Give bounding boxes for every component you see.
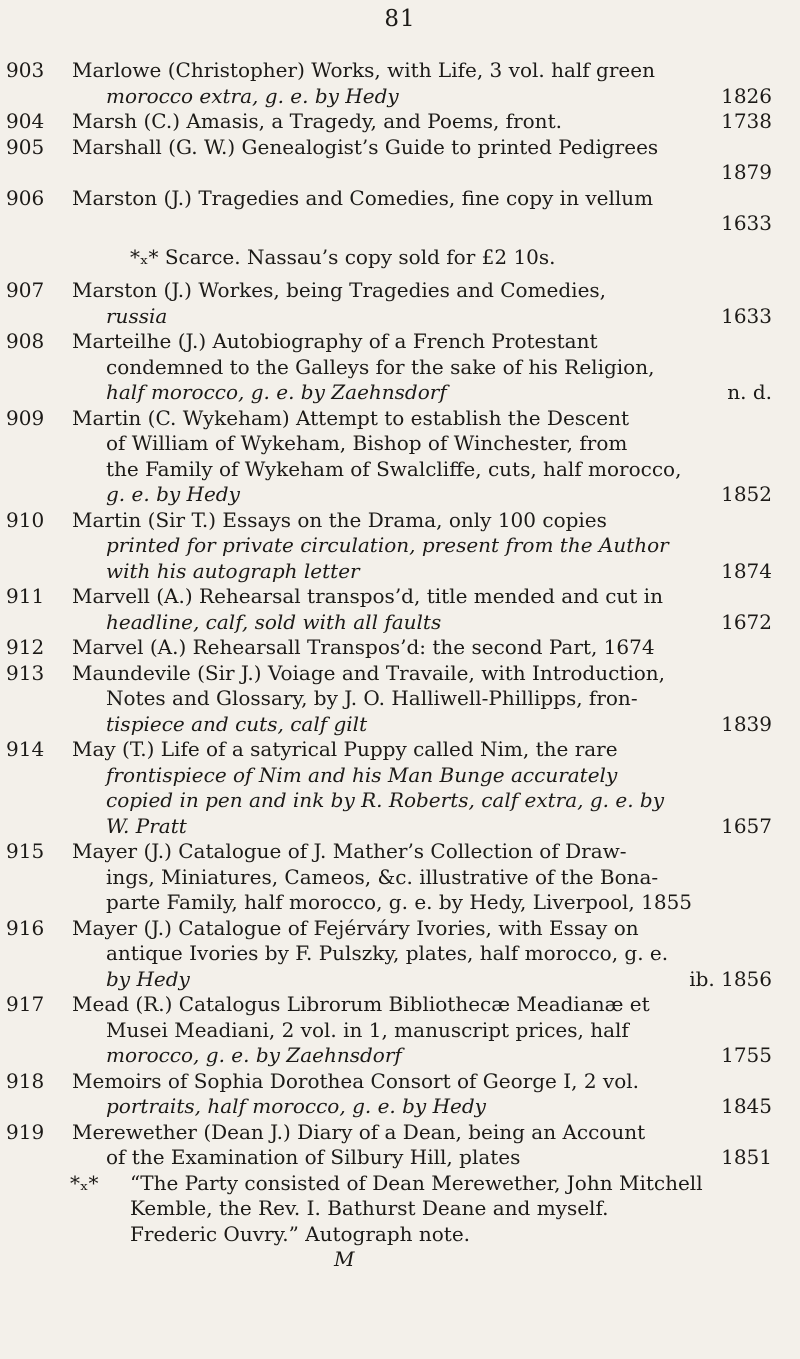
- entry-line-text: Merewether (Dean J.) Diary of a Dean, being an Account: [72, 1119, 646, 1144]
- entry-note: *ₓ* Scarce. Nassau’s copy sold for £2 10s.: [130, 244, 556, 269]
- entry-line: [72, 508, 772, 534]
- entry-line-text: the Family of Wykeham of Swalcliffe, cuts, half morocco,: [106, 456, 682, 481]
- closing-note-line: “The Party consisted of Dean Merewether, John Mitchell: [130, 1170, 703, 1195]
- entry-text: [72, 992, 772, 1069]
- entry-text: [72, 661, 772, 738]
- entry-line: [72, 661, 772, 687]
- entry-date: 1845: [721, 1094, 772, 1118]
- signature-mark: M: [334, 1247, 355, 1271]
- entry-text: [72, 737, 772, 839]
- entry-line: [72, 967, 772, 993]
- closing-note-line: Kemble, the Rev. I. Bathurst Deane and myself.: [130, 1196, 609, 1220]
- entry-line-text: copied in pen and ink by R. Roberts, calf extra, g. e. by: [106, 788, 665, 812]
- closing-note-line: Frederic Ouvry.” Autograph note.: [130, 1221, 471, 1246]
- entry-line: [72, 1145, 772, 1171]
- entry-line-text: Musei Meadiani, 2 vol. in 1, manuscript prices, half: [106, 1017, 629, 1042]
- entry-date: 1839: [721, 711, 772, 736]
- entry-line: [72, 712, 772, 738]
- entry-line-text: Marvell (A.) Rehearsal transpos’d, title mended and cut in: [72, 584, 663, 608]
- entry-line-text: Marteilhe (J.) Autobiography of a French Protestant: [72, 329, 598, 353]
- entry-line: [72, 457, 772, 483]
- entry-line-text: Mead (R.) Catalogus Librorum Bibliothecæ Meadianæ et: [72, 992, 650, 1016]
- entry-number: 911: [6, 584, 45, 608]
- entry-text: [72, 584, 772, 635]
- entry-line: [72, 355, 772, 381]
- entry-date: 1755: [721, 1043, 772, 1067]
- entry-line: [72, 304, 772, 330]
- entry-line-text: half morocco, g. e. by Zaehnsdorf: [106, 380, 447, 404]
- catalogue-entry: [0, 1120, 800, 1171]
- entry-line-text: Marlowe (Christopher) Works, with Life, 3 vol. half green: [72, 58, 655, 82]
- catalogue-entry: [0, 135, 800, 186]
- entry-text: [72, 135, 772, 186]
- entry-line: [72, 788, 772, 814]
- entry-number: 919: [6, 1119, 45, 1144]
- entry-number: 904: [6, 109, 45, 133]
- entry-line: [72, 865, 772, 891]
- entry-text: [72, 186, 772, 237]
- entry-line: [72, 610, 772, 636]
- entry-line-text: Memoirs of Sophia Dorothea Consort of George I, 2 vol.: [72, 1068, 640, 1093]
- entry-line-text: with his autograph letter: [106, 558, 360, 583]
- entry-text: [72, 1120, 772, 1171]
- entry-number: 905: [6, 134, 45, 159]
- catalogue-entry: [0, 737, 800, 839]
- catalogue-entry: [0, 661, 800, 738]
- catalogue-entry: [0, 329, 800, 406]
- entry-line: [72, 135, 772, 161]
- catalogue-entry: [0, 584, 800, 635]
- entry-line-text: headline, calf, sold with all faults: [106, 609, 442, 634]
- catalogue-entry: [0, 278, 800, 329]
- entry-line: [72, 84, 772, 110]
- entry-line-text: Mayer (J.) Catalogue of Fejérváry Ivories, with Essay on: [72, 915, 639, 940]
- entry-line-text: Marsh (C.) Amasis, a Tragedy, and Poems, front.: [72, 109, 562, 133]
- entry-date: 1852: [721, 482, 772, 506]
- entry-line-text: morocco, g. e. by Zaehnsdorf: [106, 1043, 402, 1067]
- catalogue-entry: [0, 635, 800, 661]
- entry-date: 1826: [721, 83, 772, 108]
- entry-date: 1633: [721, 211, 772, 235]
- entry-number: 906: [6, 185, 45, 210]
- entry-line: [72, 58, 772, 84]
- catalogue-entry: [0, 992, 800, 1069]
- entry-line: [72, 1018, 772, 1044]
- entry-line-text: condemned to the Galleys for the sake of his Religion,: [106, 354, 655, 379]
- entry-number: 910: [6, 507, 45, 532]
- catalogue-entry: [0, 508, 800, 585]
- entry-line: [72, 763, 772, 789]
- entry-text: [72, 635, 772, 661]
- entry-date: 1851: [721, 1145, 772, 1169]
- entry-line-text: May (T.) Life of a satyrical Puppy called Nim, the rare: [72, 737, 618, 761]
- entry-line: [72, 160, 772, 186]
- entry-line: [72, 941, 772, 967]
- entry-text: [72, 508, 772, 585]
- catalogue-entry: [0, 186, 800, 237]
- entry-line-text: Mayer (J.) Catalogue of J. Mather’s Collection of Draw-: [72, 839, 627, 863]
- entry-line-text: Marshall (G. W.) Genealogist’s Guide to printed Pedigrees: [72, 134, 659, 159]
- entry-line-text: printed for private circulation, present from the Author: [106, 533, 669, 557]
- entry-line: [72, 1120, 772, 1146]
- entry-line: [72, 533, 772, 559]
- entry-line-text: of the Examination of Silbury Hill, plates: [106, 1145, 521, 1169]
- entry-date: 1738: [721, 109, 772, 133]
- entry-line: [72, 186, 772, 212]
- entry-line: [72, 814, 772, 840]
- closing-note: [0, 1171, 800, 1273]
- entry-line-text: parte Family, half morocco, g. e. by Hedy, Liverpool, 1855: [106, 890, 693, 914]
- entry-number: 914: [6, 737, 45, 761]
- entry-line-text: Notes and Glossary, by J. O. Halliwell-Phillipps, fron-: [106, 686, 638, 710]
- catalogue-entry: [0, 1069, 800, 1120]
- entry-line-text: Marston (J.) Workes, being Tragedies and Comedies,: [72, 278, 607, 302]
- catalogue-entry: [0, 916, 800, 993]
- entry-line-text: portraits, half morocco, g. e. by Hedy: [106, 1094, 486, 1118]
- entry-line-text: morocco extra, g. e. by Hedy: [106, 83, 399, 108]
- catalogue-entry: [0, 109, 800, 135]
- entry-line-text: Martin (C. Wykeham) Attempt to establish the Descent: [72, 405, 630, 430]
- entry-number: 918: [6, 1068, 45, 1093]
- entry-line-text: russia: [106, 303, 168, 328]
- entry-date: 1633: [721, 303, 772, 328]
- entry-line: [72, 431, 772, 457]
- catalogue-entry: [0, 406, 800, 508]
- entry-line-text: of William of Wykeham, Bishop of Winchester, from: [106, 431, 628, 455]
- entry-text: [72, 916, 772, 993]
- entry-line-text: ings, Miniatures, Cameos, &c. illustrative of the Bona-: [106, 864, 659, 889]
- entry-line-text: [106, 160, 713, 186]
- entry-line: [72, 329, 772, 355]
- entry-text: [72, 329, 772, 406]
- entry-line: [72, 839, 772, 865]
- entry-number: 907: [6, 278, 45, 302]
- closing-note-text: [130, 1171, 770, 1248]
- entry-number: 903: [6, 58, 45, 82]
- entry-text: [72, 1069, 772, 1120]
- entry-line: [72, 559, 772, 585]
- entry-line: [72, 109, 772, 135]
- note-asterism: *ₓ*: [70, 1170, 99, 1195]
- entry-line: [72, 686, 772, 712]
- entry-line-text: tispiece and cuts, calf gilt: [106, 711, 368, 736]
- entry-line: [72, 406, 772, 432]
- entry-text: [72, 406, 772, 508]
- entry-date: 1657: [721, 813, 772, 838]
- entry-line-text: Marvel (A.) Rehearsall Transpos’d: the second Part, 1674: [72, 635, 655, 659]
- entry-line-text: W. Pratt: [106, 813, 187, 838]
- entry-line-text: frontispiece of Nim and his Man Bunge accurately: [106, 762, 618, 787]
- entry-date: n. d.: [727, 380, 772, 404]
- entry-date: 1672: [721, 609, 772, 634]
- entry-date: 1874: [721, 558, 772, 583]
- entry-text: [72, 839, 772, 916]
- entry-line-text: Marston (J.) Tragedies and Comedies, fine copy in vellum: [72, 185, 654, 210]
- entry-text: [72, 278, 772, 329]
- entry-line: [72, 1043, 772, 1069]
- entry-line: [72, 635, 772, 661]
- entry-date: ib. 1856: [689, 966, 772, 991]
- page-number: 81: [384, 6, 416, 32]
- entry-line-text: by Hedy: [106, 966, 190, 991]
- entry-line: [72, 482, 772, 508]
- entry-line-text: Maundevile (Sir J.) Voiage and Travaile, with Introduction,: [72, 660, 666, 685]
- entry-text: [72, 109, 772, 135]
- catalogue-entry: [0, 58, 800, 109]
- entry-date: 1879: [721, 160, 772, 184]
- entry-line: [72, 278, 772, 304]
- entry-line: [72, 211, 772, 237]
- entry-line: [72, 890, 772, 916]
- entry-line: [72, 916, 772, 942]
- catalogue-entries: [0, 58, 800, 1273]
- entry-line: [72, 737, 772, 763]
- entry-line-text: antique Ivories by F. Pulszky, plates, half morocco, g. e.: [106, 941, 669, 965]
- entry-line: [72, 992, 772, 1018]
- entry-number: 917: [6, 992, 45, 1016]
- entry-line: [72, 1094, 772, 1120]
- entry-line: [72, 1069, 772, 1095]
- entry-number: 909: [6, 405, 45, 430]
- catalogue-entry: [0, 839, 800, 916]
- entry-number: 913: [6, 660, 45, 685]
- entry-number: 912: [6, 635, 45, 659]
- entry-line: [72, 584, 772, 610]
- entry-number: 916: [6, 915, 45, 940]
- entry-number: 908: [6, 329, 45, 353]
- entry-line-text: g. e. by Hedy: [106, 482, 240, 506]
- entry-number: 915: [6, 839, 45, 863]
- entry-line-text: Martin (Sir T.) Essays on the Drama, only 100 copies: [72, 507, 607, 532]
- entry-line-text: [106, 211, 713, 237]
- entry-line: [72, 380, 772, 406]
- entry-text: [72, 58, 772, 109]
